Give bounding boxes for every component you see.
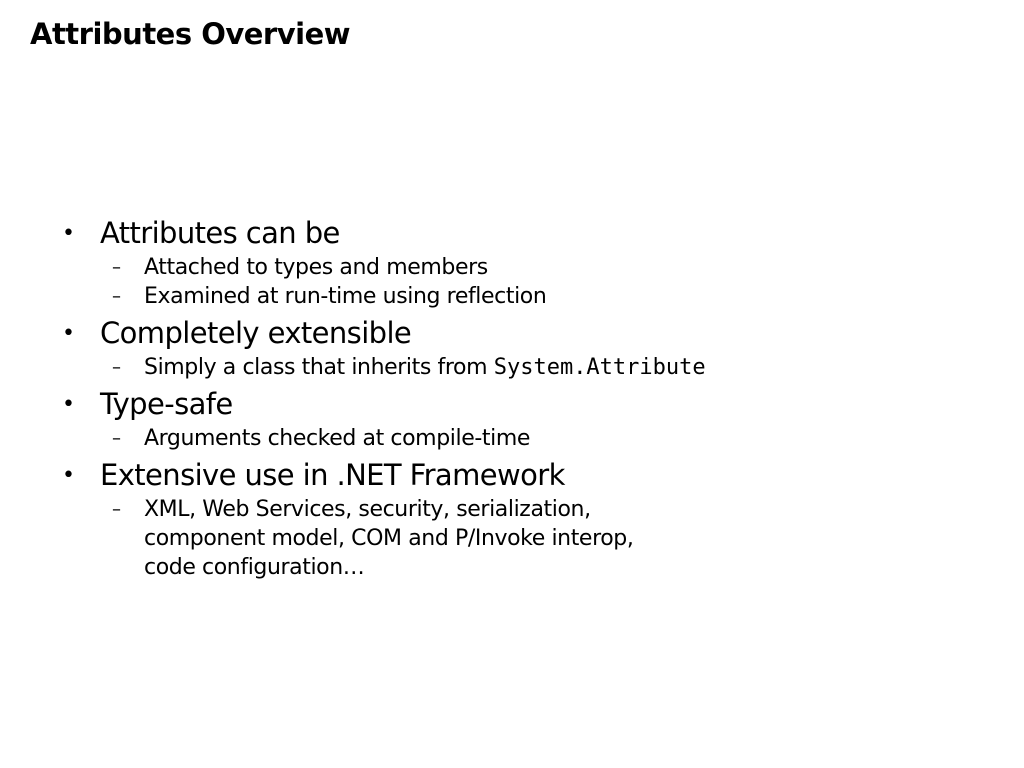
sub-list <box>62 353 982 382</box>
sub-item <box>62 282 982 311</box>
sub-text: Simply a class that inherits from <box>144 355 494 380</box>
sub-marker: – <box>112 286 121 307</box>
bullet-list <box>62 214 982 585</box>
bullet-text: Type-safe <box>100 387 233 421</box>
bullet-text: Completely extensible <box>100 316 412 350</box>
bullet-marker: • <box>62 392 75 417</box>
sub-list <box>62 253 982 311</box>
sub-text: Arguments checked at compile-time <box>144 426 530 451</box>
bullet-item <box>62 314 982 353</box>
bullet-marker: • <box>62 463 75 488</box>
sub-marker: – <box>112 499 121 520</box>
sub-item <box>62 424 982 453</box>
bullet-marker: • <box>62 221 75 246</box>
sub-marker: – <box>112 257 121 278</box>
bullet-marker: • <box>62 321 75 346</box>
sub-text: Examined at run-time using reflection <box>144 284 547 309</box>
bullet-item <box>62 456 982 495</box>
bullet-item <box>62 214 982 253</box>
sub-text: Attached to types and members <box>144 255 488 280</box>
sub-list <box>62 495 982 582</box>
sub-item <box>62 253 982 282</box>
bullet-item <box>62 385 982 424</box>
code-text: System.Attribute <box>493 355 706 380</box>
sub-list <box>62 424 982 453</box>
sub-text-line: code configuration… <box>144 555 365 580</box>
sub-text-line: component model, COM and P/Invoke interop, <box>144 526 634 551</box>
bullet-text: Extensive use in .NET Framework <box>100 458 565 492</box>
sub-item <box>62 495 982 582</box>
sub-marker: – <box>112 357 121 378</box>
slide-title: Attributes Overview <box>30 17 351 51</box>
sub-marker: – <box>112 428 121 449</box>
sub-text-line: XML, Web Services, security, serialization, <box>144 497 591 522</box>
bullet-text: Attributes can be <box>100 216 340 250</box>
sub-item <box>62 353 982 382</box>
